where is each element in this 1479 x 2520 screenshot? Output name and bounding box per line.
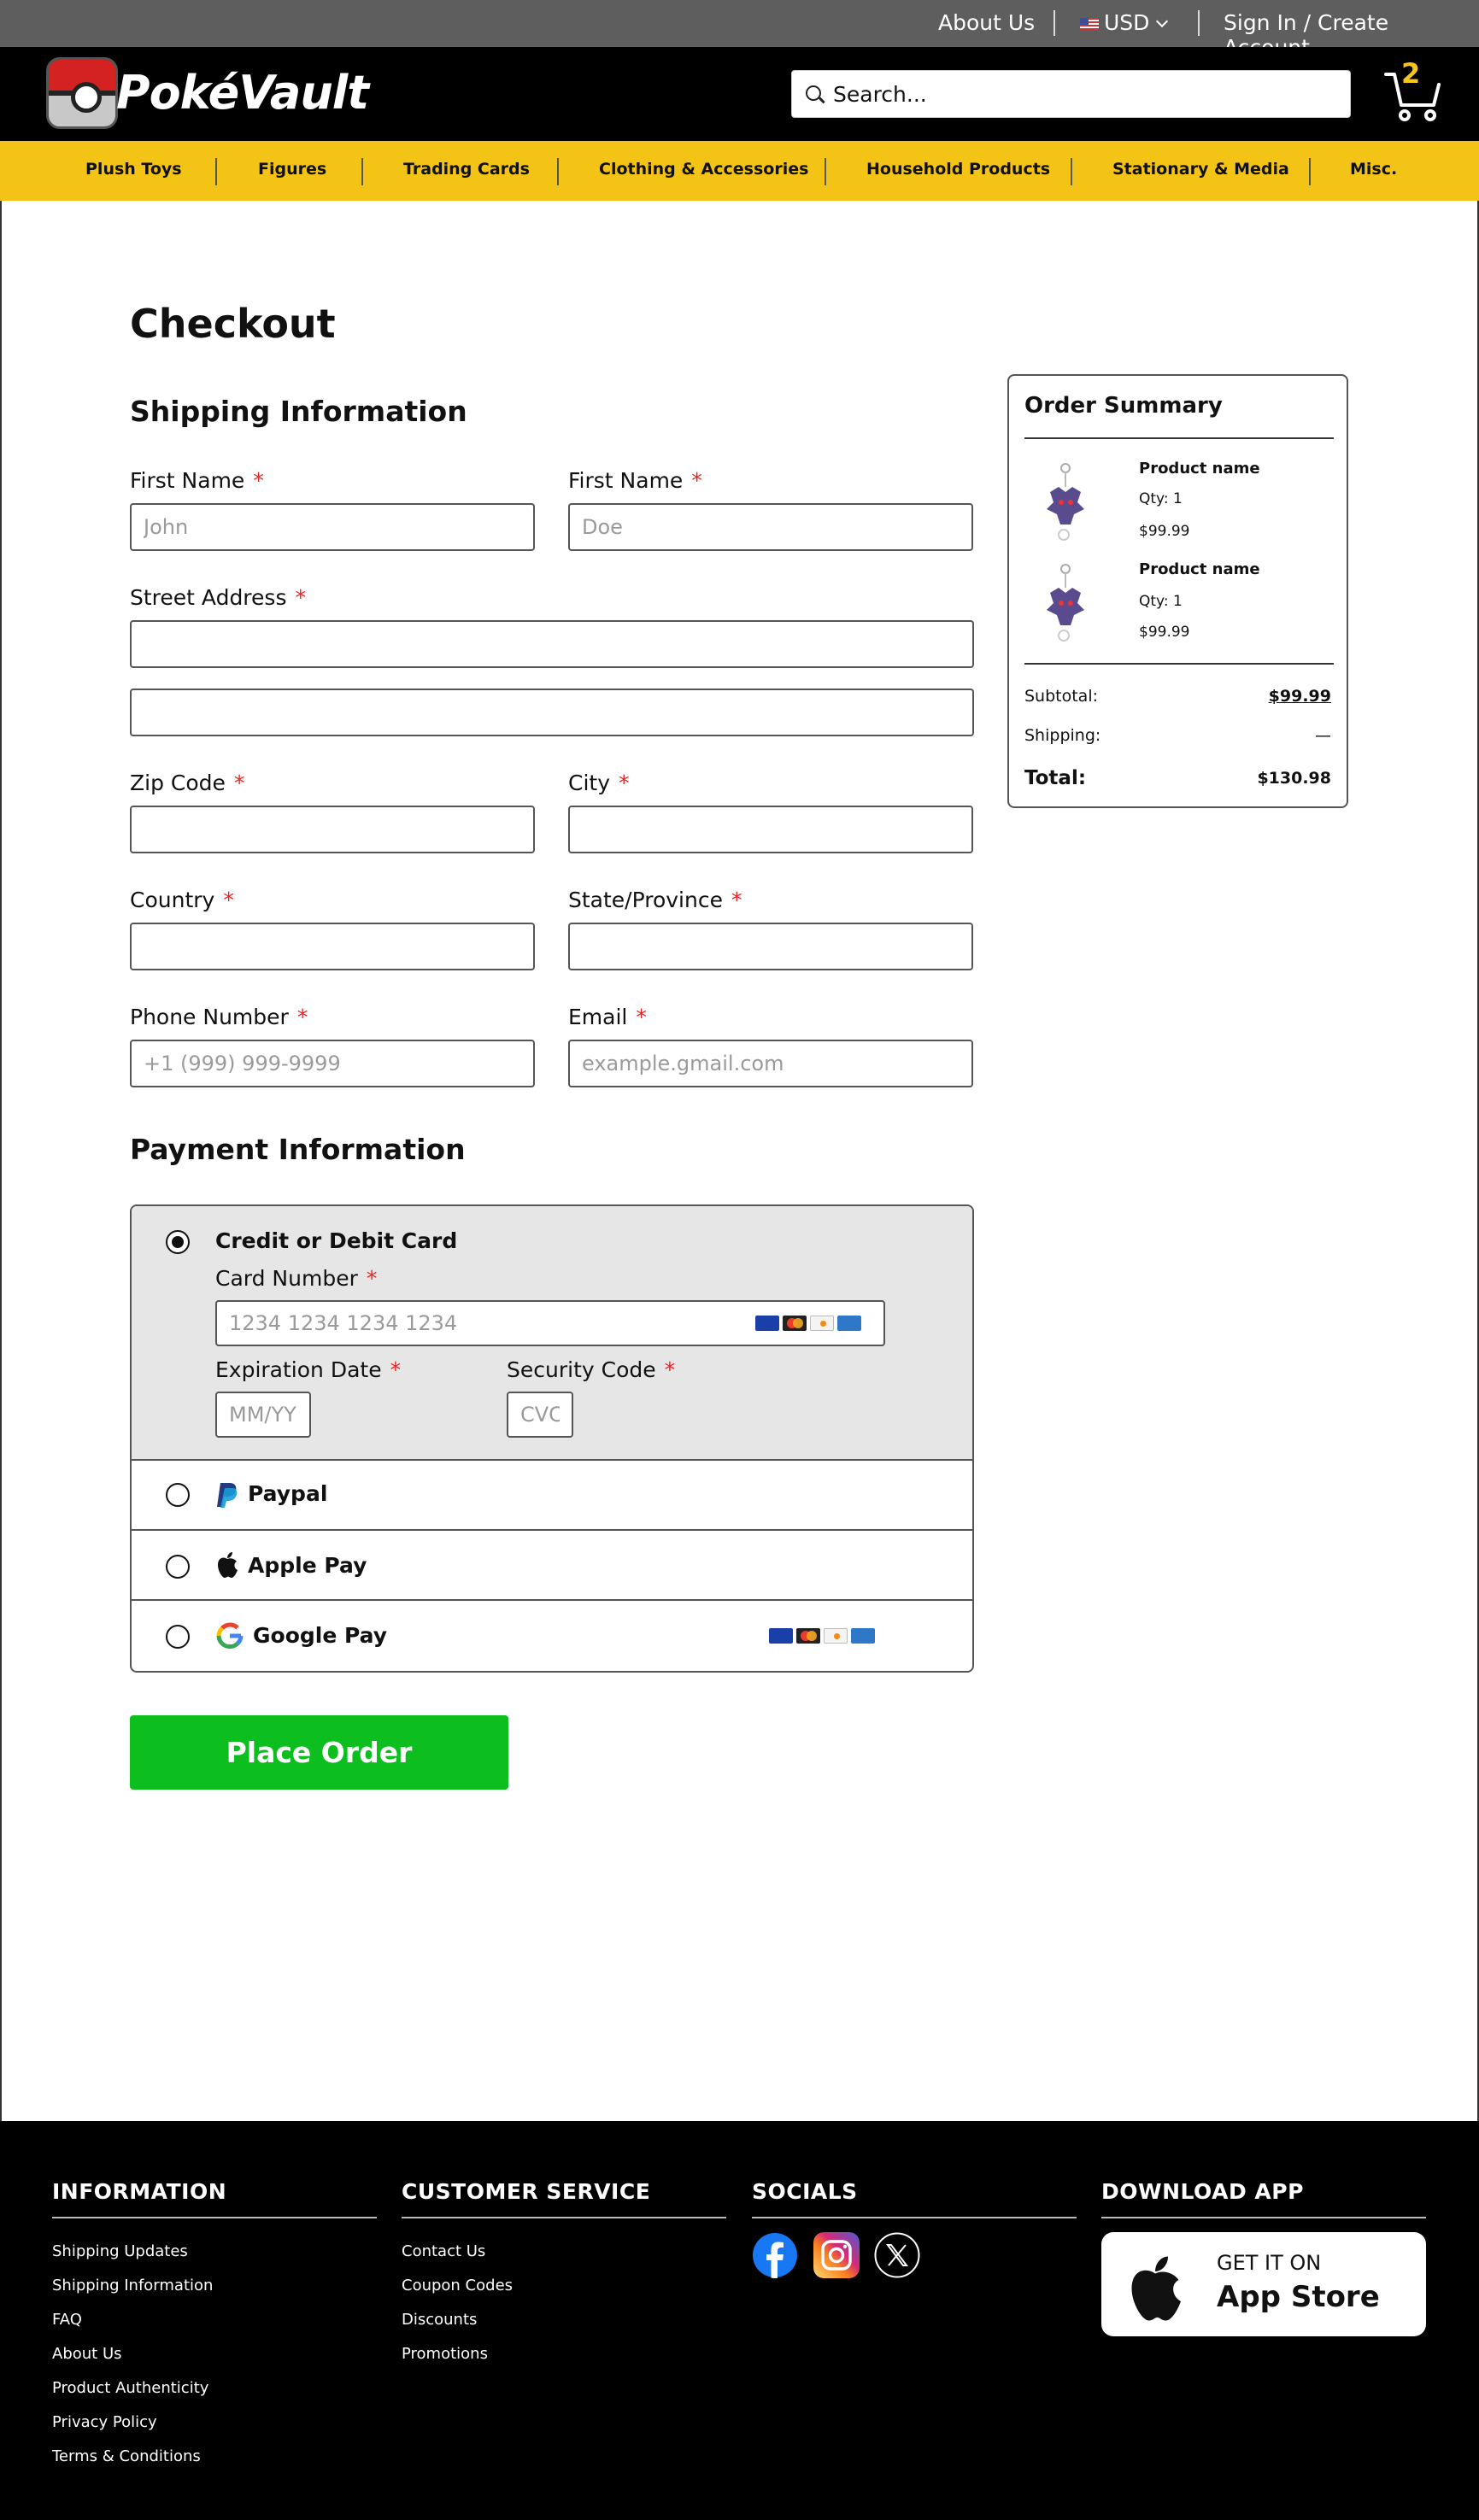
- payment-section-title: Payment Information: [130, 1133, 466, 1166]
- category-divider: [361, 158, 363, 185]
- product-thumbnail: [1038, 461, 1093, 543]
- instagram-icon[interactable]: [813, 2232, 860, 2278]
- card-payment-option: [132, 1206, 972, 1461]
- visa-icon: [769, 1628, 793, 1644]
- expiration-date-field[interactable]: [215, 1392, 311, 1438]
- topbar-divider: [1053, 10, 1055, 36]
- category-misc[interactable]: Misc.: [1350, 160, 1398, 179]
- google-pay-radio[interactable]: [166, 1625, 190, 1649]
- footer-divider: [752, 2217, 1077, 2218]
- mastercard-icon: [796, 1628, 820, 1644]
- top-utility-bar: [0, 0, 1479, 47]
- apple-pay-label[interactable]: Apple Pay: [248, 1553, 367, 1578]
- app-store-name: App Store: [1217, 2280, 1380, 2314]
- google-icon: [215, 1621, 244, 1650]
- x-icon[interactable]: [874, 2232, 920, 2278]
- category-nav: [0, 141, 1479, 201]
- category-divider: [1071, 158, 1072, 185]
- required-marker: *: [253, 468, 264, 493]
- mastercard-icon: [783, 1316, 807, 1331]
- footer-link[interactable]: Privacy Policy: [52, 2413, 157, 2431]
- required-marker: *: [223, 888, 234, 912]
- phone-number-field[interactable]: [130, 1040, 535, 1087]
- paypal-payment-option[interactable]: [132, 1461, 972, 1531]
- category-plush-toys[interactable]: Plush Toys: [85, 160, 182, 179]
- email-label: Email *: [568, 1005, 647, 1029]
- card-payment-label[interactable]: Credit or Debit Card: [215, 1228, 458, 1253]
- footer-link[interactable]: Product Authenticity: [52, 2379, 209, 2397]
- city-field[interactable]: [568, 806, 973, 853]
- email-field[interactable]: [568, 1040, 973, 1087]
- category-figures[interactable]: Figures: [258, 160, 327, 179]
- category-stationary-media[interactable]: Stationary & Media: [1112, 160, 1289, 179]
- required-marker: *: [295, 585, 306, 610]
- security-code-label: Security Code *: [507, 1357, 676, 1382]
- paypal-radio[interactable]: [166, 1483, 190, 1507]
- summary-divider: [1024, 437, 1334, 439]
- zip-code-field[interactable]: [130, 806, 535, 853]
- amex-icon: [837, 1316, 861, 1331]
- street-address-line1-field[interactable]: [130, 620, 974, 668]
- required-marker: *: [233, 771, 245, 795]
- search-input[interactable]: [833, 78, 1337, 110]
- phone-number-label: Phone Number *: [130, 1005, 308, 1029]
- site-logo-text[interactable]: PokéVault: [116, 66, 369, 120]
- footer-link[interactable]: Promotions: [402, 2345, 488, 2363]
- required-marker: *: [296, 1005, 308, 1029]
- footer-divider: [52, 2217, 377, 2218]
- footer-customer-service-title: CUSTOMER SERVICE: [402, 2179, 651, 2204]
- footer-link[interactable]: About Us: [52, 2345, 122, 2363]
- card-payment-radio[interactable]: [166, 1230, 190, 1254]
- us-flag-icon: [1080, 18, 1099, 30]
- site-header: [0, 47, 1479, 141]
- topbar-divider: [1198, 10, 1200, 36]
- last-name-label: First Name *: [568, 468, 702, 493]
- apple-icon: [1125, 2254, 1185, 2323]
- order-summary-title: Order Summary: [1024, 393, 1223, 419]
- app-store-badge[interactable]: [1101, 2232, 1426, 2336]
- last-name-field[interactable]: [568, 503, 973, 551]
- state-province-field[interactable]: [568, 923, 973, 970]
- footer-link[interactable]: Discounts: [402, 2311, 478, 2329]
- search-icon: [806, 85, 821, 101]
- required-marker: *: [731, 888, 742, 912]
- category-household-products[interactable]: Household Products: [866, 160, 1051, 179]
- category-divider: [557, 158, 559, 185]
- footer-link[interactable]: FAQ: [52, 2311, 82, 2329]
- discover-icon: [824, 1628, 848, 1644]
- city-label: City *: [568, 771, 630, 795]
- card-brand-icons: [769, 1628, 875, 1644]
- google-pay-label[interactable]: Google Pay: [253, 1623, 388, 1648]
- app-store-get-it-on: GET IT ON: [1217, 2251, 1322, 2275]
- footer-divider: [1101, 2217, 1426, 2218]
- site-footer: [0, 2121, 1479, 2520]
- country-field[interactable]: [130, 923, 535, 970]
- zip-code-label: Zip Code *: [130, 771, 245, 795]
- card-number-label: Card Number *: [215, 1266, 378, 1291]
- category-divider: [1309, 158, 1311, 185]
- product-thumbnail: [1038, 562, 1093, 644]
- first-name-label: First Name *: [130, 468, 264, 493]
- footer-link[interactable]: Terms & Conditions: [52, 2447, 201, 2465]
- required-marker: *: [366, 1266, 378, 1291]
- subtotal-label: Subtotal:: [1024, 687, 1099, 706]
- state-province-label: State/Province *: [568, 888, 742, 912]
- footer-download-title: DOWNLOAD APP: [1101, 2179, 1304, 2204]
- category-divider: [215, 158, 217, 185]
- chevron-down-icon: [1156, 15, 1168, 27]
- apple-icon: [215, 1551, 239, 1579]
- product-name: Product name: [1139, 560, 1260, 578]
- cart-count-badge: 2: [1401, 57, 1421, 90]
- first-name-field[interactable]: [130, 503, 535, 551]
- paypal-label[interactable]: Paypal: [248, 1481, 328, 1506]
- footer-socials-title: SOCIALS: [752, 2179, 858, 2204]
- currency-label: USD: [1104, 10, 1150, 35]
- visa-icon: [755, 1316, 779, 1331]
- country-label: Country *: [130, 888, 234, 912]
- shipping-value: —: [1315, 726, 1331, 745]
- shipping-label: Shipping:: [1024, 726, 1101, 745]
- product-qty: Qty: 1: [1139, 490, 1183, 507]
- shipping-section-title: Shipping Information: [130, 395, 467, 428]
- product-price: $99.99: [1139, 624, 1190, 641]
- expiration-date-label: Expiration Date *: [215, 1357, 402, 1382]
- footer-information-title: INFORMATION: [52, 2179, 227, 2204]
- product-qty: Qty: 1: [1139, 593, 1183, 610]
- pokeball-logo-icon[interactable]: [46, 57, 118, 129]
- street-address-label: Street Address *: [130, 585, 306, 610]
- required-marker: *: [691, 468, 702, 493]
- footer-link[interactable]: Shipping Updates: [52, 2242, 188, 2260]
- page-title: Checkout: [130, 301, 336, 347]
- paypal-icon: [215, 1481, 239, 1509]
- required-marker: *: [636, 1005, 647, 1029]
- payment-options: [130, 1204, 974, 1673]
- street-address-line2-field[interactable]: [130, 689, 974, 736]
- subtotal-value: $99.99: [1268, 687, 1331, 706]
- discover-icon: [810, 1316, 834, 1331]
- amex-icon: [851, 1628, 875, 1644]
- about-us-link[interactable]: About Us: [938, 10, 1036, 35]
- required-marker: *: [664, 1357, 676, 1382]
- footer-link[interactable]: Contact Us: [402, 2242, 486, 2260]
- category-divider: [825, 158, 826, 185]
- search-bar[interactable]: [791, 70, 1351, 118]
- apple-pay-payment-option[interactable]: [132, 1531, 972, 1601]
- total-label: Total:: [1024, 767, 1087, 789]
- category-clothing-accessories[interactable]: Clothing & Accessories: [599, 160, 809, 179]
- required-marker: *: [390, 1357, 402, 1382]
- card-brand-icons: [755, 1316, 861, 1331]
- sign-in-link[interactable]: Sign In / Create: [1224, 10, 1389, 35]
- order-summary: [1007, 374, 1348, 808]
- category-trading-cards[interactable]: Trading Cards: [403, 160, 530, 179]
- place-order-button[interactable]: Place Order: [130, 1715, 508, 1790]
- footer-link[interactable]: Coupon Codes: [402, 2277, 514, 2294]
- footer-divider: [402, 2217, 726, 2218]
- apple-pay-radio[interactable]: [166, 1555, 190, 1579]
- total-value: $130.98: [1257, 769, 1331, 788]
- footer-link[interactable]: Shipping Information: [52, 2277, 214, 2294]
- summary-divider: [1024, 663, 1334, 665]
- facebook-icon[interactable]: [752, 2232, 798, 2278]
- google-pay-payment-option[interactable]: [132, 1601, 972, 1671]
- required-marker: *: [619, 771, 630, 795]
- product-price: $99.99: [1139, 523, 1190, 540]
- currency-selector[interactable]: [1080, 10, 1166, 35]
- security-code-field[interactable]: [507, 1392, 573, 1438]
- product-name: Product name: [1139, 460, 1260, 478]
